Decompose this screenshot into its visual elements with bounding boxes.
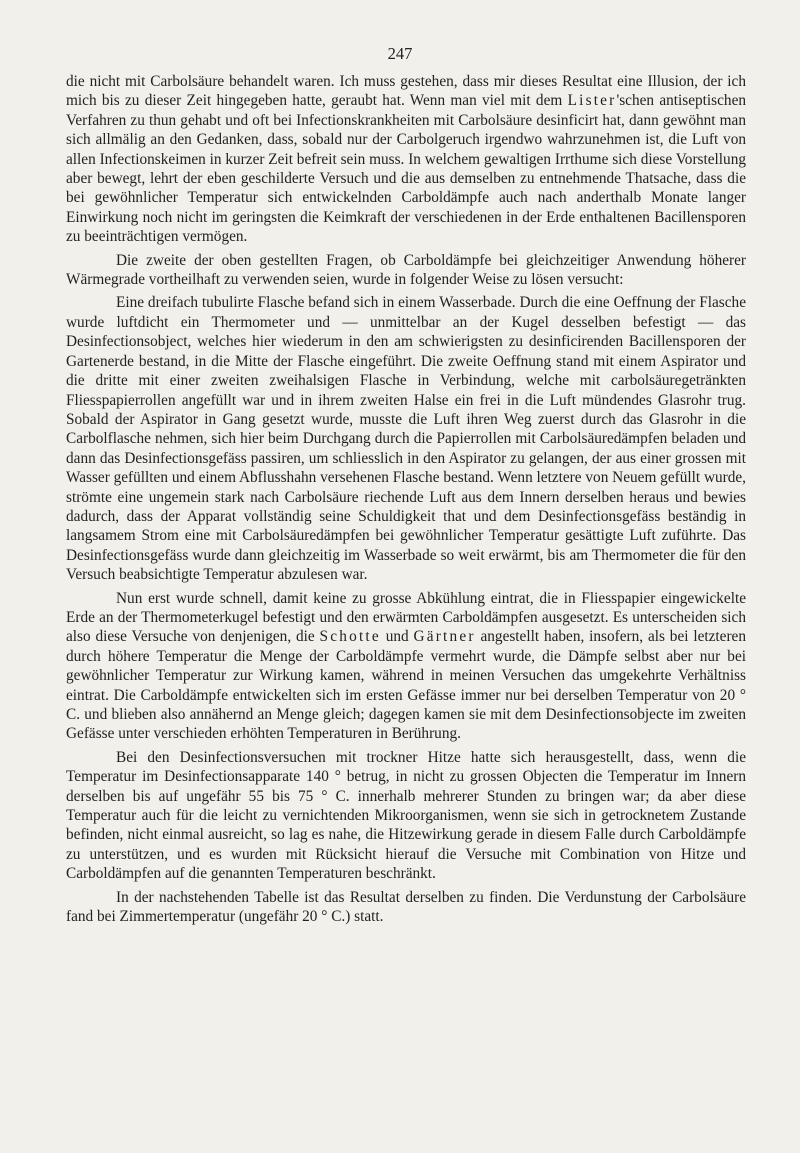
paragraph-text: die nicht mit Carbolsäure behandelt waren. Ich muss gestehen, dass mir dieses Resultat eine Illusion, der ich mich bis zu dieser Zeit hingegeben hatte, geraubt hat. Wenn man viel mit dem [66, 73, 746, 110]
paragraph-text: angestellt haben, insofern, als bei letzteren durch höhere Temperatur die Menge der Carboldämpfe vermehrt wurde, die Dämpfe selbst aber nur bei gewöhnlicher Temperatur zur Wirkung kamen, während in meinen Versuchen das umgekehrte Verhältniss eintrat. Die Carboldämpfe entwickelten sich im ersten Gefässe immer nur bei derselben Temperatur von 20 ° C. und blieben also annähernd an Menge gleich; dagegen kamen sie mit dem Desinfectionsobjecte im zweiten Gefässe unter verschieden erhöhten Temperaturen in Berührung. [66, 628, 746, 743]
paragraph-text: 'schen antiseptischen Verfahren zu thun gehabt und oft bei Infectionskrankheiten mit Carbolsäure desinficirt hat, dann gewöhnt man sich allmälig an den Gedanken, dass, sobald nur der Carbolgeruch irgendwo wahrzunehmen ist, die Luft von allen Infectionskeimen in kurzer Zeit befreit sein muss. In welchem gewaltigen Irrthume sich diese Vorstellung aber bewegt, lehrt der eben geschilderte Versuch und die aus demselben zu entnehmende Thatsache, dass die bei gewöhnlicher Temperatur sich entwickelnden Carboldämpfe auch nach anderthalb Monate langer Einwirkung noch nicht im geringsten die Keimkraft der verschiedenen in der Erde enthaltenen Bacillensporen zu beeinträchtigen vermögen. [66, 92, 747, 246]
page-number: 247 [387, 44, 413, 63]
paragraph-text: Bei den Desinfectionsversuchen mit trockner Hitze hatte sich herausgestellt, dass, wenn die Temperatur im Desinfectionsapparate 140 ° betrug, in nicht zu grossen Objecten die Temperatur im Innern derselben bis auf ungefähr 55 bis 75 ° C. innerhalb mehrerer Stunden zu bringen war; da aber diese Temperatur auch für die leicht zu vernichtenden Mikroorganismen, wenn sie sich in getrocknetem Zustande befinden, nicht einmal ausreicht, so lag es nahe, die Hitzewirkung gerade in diesem Falle durch Carboldämpfe zu unterstützen, und es wurden mit Rücksicht hierauf die Versuche mit Combination von Hitze und Carboldämpfen auf die genannten Temperaturen beschränkt. [66, 748, 746, 883]
paragraph-text: Die zweite der oben gestellten Fragen, ob Carboldämpfe bei gleichzeitiger Anwendung höherer Wärmegrade vortheilhaft zu verwenden seien, wurde in folgender Weise zu lösen versucht: [66, 251, 746, 289]
paragraph-6 [66, 888, 746, 927]
paragraph-text: In der nachstehenden Tabelle ist das Resultat derselben zu finden. Die Verdunstung der Carbolsäure fand bei Zimmertemperatur (ungefähr 20 ° C.) statt. [66, 888, 746, 926]
author-name-lister: Lister [567, 92, 617, 110]
paragraph-2 [66, 251, 746, 290]
paragraph-text: und [380, 628, 414, 646]
paragraph-1 [66, 72, 746, 247]
paragraph-3 [66, 293, 746, 584]
paragraph-4 [66, 589, 746, 744]
paragraph-5 [66, 748, 746, 884]
paragraph-text: Eine dreifach tubulirte Flasche befand sich in einem Wasserbade. Durch die eine Oeffnung der Flasche wurde luftdicht ein Thermometer und — unmittelbar an der Kugel desselben befestigt — das Desinfectionsobject, welches hier wiederum in den am schwierigsten zu desinficirenden Bacillensporen der Gartenerde bestand, in die Mitte der Flasche eingeführt. Die zweite Oeffnung stand mit einem Aspirator und die dritte mit einer zweiten zweihalsigen Flasche in Verbindung, welche mit carbolsäuregetränkten Fliesspapierrollen angefüllt war und in ihrem zweiten Halse ein frei in die Luft mündendes Glasrohr trug. Sobald der Aspirator in Gang gesetzt wurde, musste die Luft ihren Weg zuerst durch das Glasrohr in die Carbolflasche nehmen, sich hier beim Durchgang durch die Papierrollen mit Carbolsäuredämpfen beladen und dann das Desinfectionsgefäss passiren, um schliesslich in den Aspirator zu gelangen, der aus einer grossen mit Wasser gefüllten und einem Abflusshahn versehenen Flasche bestand. Wenn letztere von Neuem gefüllt wurde, strömte eine ungemein stark nach Carbolsäure riechende Luft aus dem Innern derselben heraus und bewies dadurch, dass der Apparat vollständig seine Schuldigkeit that und dem Desinfectionsgefäss beständig in langsamem Strom eine mit Carbolsäuredämpfen bei gewöhnlicher Temperatur gesättigte Luft zuführte. Das Desinfectionsgefäss wurde dann gleichzeitig im Wasserbade so weit erwärmt, bis am Thermometer die für den Versuch beabsichtigte Temperatur abzulesen war. [66, 294, 746, 584]
body-text [66, 72, 746, 930]
author-name-schotte: Schotte [319, 628, 381, 646]
paragraph-text: Nun erst wurde schnell, damit keine zu grosse Abkühlung eintrat, die in Fliesspapier eingewickelte Erde an der Thermometerkugel befestigt und den erwärmten Carboldämpfen ausgesetzt. Es unterscheiden sich also diese Versuche von denjenigen, die [66, 589, 746, 646]
author-name-gaertner: Gärtner [413, 628, 476, 646]
